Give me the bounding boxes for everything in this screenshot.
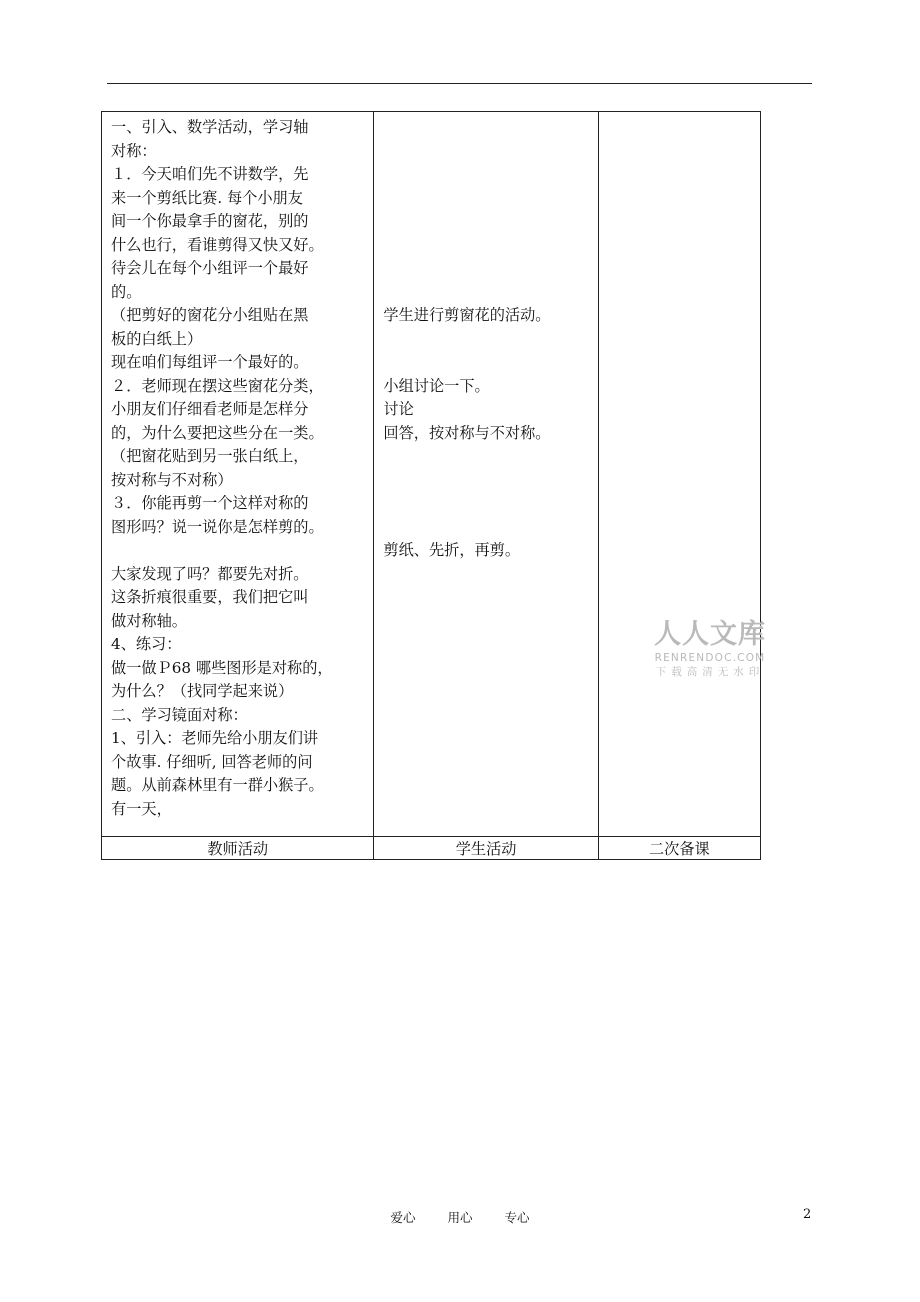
student-line xyxy=(383,516,591,540)
teacher-line xyxy=(111,539,367,563)
student-line xyxy=(383,328,591,352)
second-prep-header: 二次备课 xyxy=(598,837,760,860)
student-line: 小组讨论一下。 xyxy=(383,376,490,395)
content-row xyxy=(102,112,761,837)
teacher-line: 按对称与不对称） xyxy=(111,470,233,489)
student-activity-cell xyxy=(374,112,598,837)
teacher-line: 4、练习： xyxy=(111,635,182,653)
teacher-line: 现在咱们每组评一个最好的。 xyxy=(111,353,309,371)
teacher-line: 间一个你最拿手的窗花，别的 xyxy=(111,212,309,230)
teacher-line: 图形吗？说一说你是怎样剪的。 xyxy=(111,517,324,536)
student-line xyxy=(383,257,591,281)
teacher-activity-text xyxy=(102,112,373,821)
teacher-line: 板的白纸上） xyxy=(111,329,203,348)
teacher-line: 什么也行，看谁剪得又快又好。 xyxy=(111,235,324,254)
teacher-line: 1、引入：老师先给小朋友们讲 xyxy=(111,729,319,747)
teacher-line: 有一天， xyxy=(111,799,172,818)
page-number: 2 xyxy=(803,1207,812,1222)
student-line: 剪纸、先折，再剪。 xyxy=(383,541,521,559)
teacher-line: （把窗花贴到另一张白纸上， xyxy=(111,447,309,465)
table-footer-row xyxy=(102,837,761,860)
teacher-line: 题。从前森林里有一群小猴子。 xyxy=(111,776,324,794)
teacher-line: 做对称轴。 xyxy=(111,611,187,630)
student-activity-text xyxy=(374,112,597,563)
motto-effort: 用心 xyxy=(447,1210,473,1225)
student-activity-header: 学生活动 xyxy=(374,837,598,860)
motto-focus: 专心 xyxy=(504,1210,530,1225)
watermark-logo xyxy=(645,618,775,680)
teacher-line: （把剪好的窗花分小组贴在黑 xyxy=(111,306,309,324)
student-line xyxy=(383,469,591,493)
watermark-slogan: 下载高清无水印 xyxy=(655,666,765,678)
watermark-domain: RENRENDOC.COM xyxy=(654,652,766,664)
teacher-line: 的。 xyxy=(111,282,142,301)
teacher-line: １．今天咱们先不讲数学，先 xyxy=(111,165,309,183)
teacher-line: 小朋友们仔细看老师是怎样分 xyxy=(111,400,309,418)
teacher-line: 为什么？（找同学起来说） xyxy=(111,682,294,700)
second-prep-cell xyxy=(598,112,760,837)
teacher-line: 一、引入、数学活动，学习轴 xyxy=(111,118,309,136)
teacher-line: 对称： xyxy=(111,141,157,160)
teacher-line: 个故事. 仔细听, 回答老师的问 xyxy=(111,752,313,771)
teacher-line: 来一个剪纸比赛. 每个小朋友 xyxy=(111,188,303,207)
teacher-line: 的，为什么要把这些分在一类。 xyxy=(111,423,324,442)
teacher-line: 二、学习镜面对称： xyxy=(111,705,248,724)
student-line: 学生进行剪窗花的活动。 xyxy=(383,306,551,324)
teacher-activity-header: 教师活动 xyxy=(102,837,374,860)
student-line xyxy=(383,187,591,211)
teacher-line: 大家发现了吗？都要先对折。 xyxy=(111,564,309,583)
teacher-line: 做一做Ｐ68 哪些图形是对称的， xyxy=(111,658,333,677)
student-line xyxy=(383,210,591,234)
teacher-line: 待会儿在每个小组评一个最好 xyxy=(111,259,309,277)
student-line xyxy=(383,281,591,305)
header-rule xyxy=(107,83,812,84)
student-line xyxy=(383,234,591,258)
teacher-activity-cell xyxy=(102,112,374,837)
motto-love: 爱心 xyxy=(390,1210,416,1225)
student-line: 讨论 xyxy=(383,400,414,418)
student-line xyxy=(383,163,591,187)
student-line: 回答，按对称与不对称。 xyxy=(383,423,551,442)
lesson-plan-table xyxy=(101,111,761,860)
student-line xyxy=(383,492,591,516)
watermark-title: 人人文库 xyxy=(654,619,766,650)
student-line xyxy=(383,445,591,469)
teacher-line: ３．你能再剪一个这样对称的 xyxy=(111,494,309,512)
teacher-line: ２．老师现在摆这些窗花分类， xyxy=(111,376,324,395)
student-line xyxy=(383,351,591,375)
teacher-line: 这条折痕很重要，我们把它叫 xyxy=(111,588,309,606)
footer-motto xyxy=(0,1208,920,1226)
student-line xyxy=(383,140,591,164)
student-line xyxy=(383,116,591,140)
